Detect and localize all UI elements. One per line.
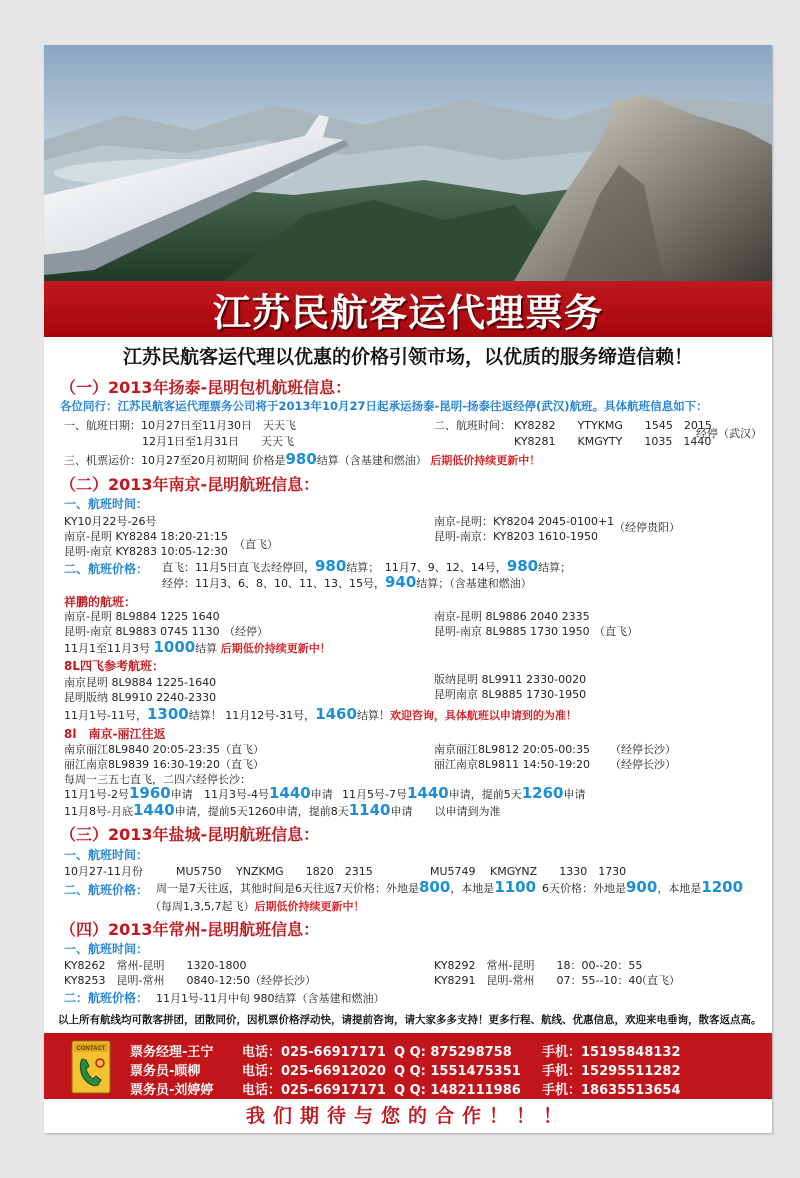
title-banner [44, 281, 772, 337]
s3-price-line-2 [150, 898, 364, 914]
s2-lj-p1-a: 11月1号-2号 [64, 788, 129, 801]
s2-lj-p2-a: 11月3号-4号 [204, 788, 269, 801]
s4-price-text: 11月1号-11月中旬 980结算（含基建和燃油） [156, 992, 385, 1005]
contact-mobile: 手机：15195848132 [542, 1045, 681, 1060]
s1-price-value: 980 [285, 450, 317, 468]
s2-time-heading: 一、航班时间： [64, 497, 149, 511]
s2-8l-price-b: 结算！ 11月12号-31号， [188, 709, 316, 722]
s2-lj-price-row-1b [204, 784, 333, 802]
footnote: 以上所有航线均可散客拼团，团散同价，因机票价格浮动快，请提前咨询，请大家多多支持！更多行程、航线、优惠信息，欢迎来电垂询，散客返点高。 [58, 1014, 762, 1026]
contact-bar [44, 1033, 772, 1099]
s2-8l-price-v2: 1460 [315, 705, 357, 723]
contact-row-1 [130, 1041, 681, 1060]
s3-p2-a: （每周1,3,5,7起飞） [150, 900, 255, 913]
contact-mobile: 手机：15295511282 [542, 1064, 681, 1079]
s2-xp-left-1: 南京-昆明 8L9884 1225 1640 [64, 610, 220, 623]
s3-p2-note: 后期低价持续更新中！ [254, 900, 365, 913]
s3-flight-right: MU5749 KMGYNZ 1330 1730 [430, 865, 627, 878]
s2-8l-right-2: 昆明南京 8L9885 1730-1950 [434, 688, 587, 701]
contact-card-label: CONTACT [76, 1046, 106, 1052]
s2-8l-heading: 8L四飞参考航班： [64, 659, 164, 673]
s2-lj-p3-v2: 1260 [521, 784, 564, 802]
flyer-page [44, 45, 772, 1133]
s4-left-stop: （经停长沙） [250, 974, 316, 987]
s2-lj-price-row-1 [64, 784, 193, 802]
s4-right-2: KY8291 昆明-常州 07：55--10：40 [434, 974, 643, 987]
s4-time-heading: 一、航班时间： [64, 942, 149, 956]
contact-role: 票务员-顾柳 [130, 1064, 201, 1079]
contact-row-2 [130, 1060, 681, 1079]
s1-flight-1: KY8282 YTYKMG 1545 2015 [514, 419, 712, 432]
s2-lj-p4-v: 1440 [132, 801, 175, 819]
section-1-title: （一）2013年扬泰-昆明包机航班信息： [60, 378, 352, 397]
s3-p-v3: 900 [626, 878, 658, 896]
s2-lj-p1-v: 1960 [128, 784, 171, 802]
s2-lijiang-heading: 8l 南京-丽江往返 [64, 727, 166, 741]
s2-lj-p3-a: 11月5号-7号 [342, 788, 407, 801]
s2-lj-p4-b: 申请，提前5天1260申请，提前8天 [174, 805, 349, 818]
s1-flight-2: KY8281 KMGYTY 1035 1440 [514, 435, 712, 448]
contact-tel: 电话：025-66917171 [242, 1083, 386, 1098]
s2-lj-left-2: 丽江南京8L9839 16:30-19:20（直飞） [64, 758, 264, 771]
s4-price-heading: 二：航班价格： [64, 991, 149, 1005]
contact-row-3 [130, 1079, 681, 1098]
s1-price-prefix: 三、机票运价：10月27至20月初期间 价格是 [64, 454, 286, 467]
contact-card-icon [70, 1039, 112, 1095]
s3-p-b: ，本地是 [450, 882, 495, 895]
s2-lj-p1-b: 申请 [170, 788, 193, 801]
s1-price-suffix: 结算（含基建和燃油） [316, 454, 427, 467]
s1-stopover: 经停（武汉） [696, 427, 762, 440]
s2-price-line-2 [162, 573, 532, 591]
s3-p-c: 6天价格：外地是 [542, 882, 626, 895]
s3-price-line [156, 878, 536, 896]
s2-8l-price [64, 705, 577, 723]
s2-price-l2-b: 结算；（含基建和燃油） [416, 577, 532, 590]
section-4-title: （四）2013年常州-昆明航班信息： [60, 920, 320, 939]
s3-p-a: 周一是7天往返，其他时间是6天往返7天价格：外地是 [156, 882, 419, 895]
s4-left-2: KY8253 昆明-常州 0840-12:50 [64, 974, 251, 987]
contact-qq: Q Q: 875298758 [394, 1045, 512, 1060]
section-1-intro: 各位同行：江苏民航客运代理票务公司将于2013年10月27日起承运扬泰-昆明-扬泰往返经停(武汉)航班。具体航班信息如下： [60, 399, 708, 413]
s3-price-heading: 二、航班价格： [64, 883, 149, 897]
contact-tel: 电话：025-66917171 [242, 1045, 386, 1060]
s3-price-line-b [542, 878, 743, 896]
s3-time-heading: 一、航班时间： [64, 848, 149, 862]
s3-p-v4: 1200 [701, 878, 744, 896]
s2-price-heading: 二、航班价格： [64, 562, 149, 576]
s4-right-direct: （直飞） [636, 974, 680, 987]
s2-lj-p4-v2: 1140 [348, 801, 391, 819]
s2-xp-right-1: 南京-昆明 8L9886 2040 2335 [434, 610, 590, 623]
s2-lj-p2-v: 1440 [268, 784, 311, 802]
s2-lj-p2-b: 申请 [310, 788, 333, 801]
s2-lj-schedule: 每周一三五七直飞，二四六经停长沙： [64, 773, 251, 786]
contact-qq: Q Q: 1551475351 [394, 1064, 521, 1079]
s2-lj-p4-a: 11月8号-月底 [64, 805, 133, 818]
s2-8l-price-note: 欢迎咨询，具体航班以申请到的为准！ [389, 709, 577, 722]
s2-xp-left-2: 昆明-南京 8L9883 0745 1130 [64, 625, 220, 638]
slogan: 江苏民航客运代理以优惠的价格引领市场，以优质的服务缔造信赖！ [122, 346, 693, 368]
s2-lj-p3-c: 申请 [563, 788, 586, 801]
s2-price-l1-v1: 980 [315, 557, 347, 575]
s3-p-v1: 800 [419, 878, 451, 896]
s1-date-line-1: 一、航班日期：10月27日至11月30日 天天飞 [64, 419, 296, 432]
s2-8l-right-1: 版纳昆明 8L9911 2330-0020 [434, 673, 587, 686]
s2-direct: （直飞） [234, 538, 278, 551]
banner-title: 江苏民航客运代理票务 [212, 290, 603, 335]
s2-xp-price-b: 结算 [195, 642, 218, 655]
s2-right-line-1: 南京-昆明：KY8204 2045-0100+1 [434, 515, 615, 528]
s2-lj-left-1: 南京丽江8L9840 20:05-23:35（直飞） [64, 743, 264, 756]
s1-price-line [64, 450, 540, 468]
s2-xiangpeng-heading: 祥鹏的航班： [64, 595, 137, 609]
s2-lj-right-2: 丽江南京8L9811 14:50-19:20 [434, 758, 590, 771]
s2-price-l1-a: 直飞：11月5日直飞去经停回， [162, 561, 315, 574]
s2-price-l2-v: 940 [384, 573, 417, 591]
s2-left-line-1: KY10月22号-26号 [64, 515, 157, 528]
section-2-title: （二）2013年南京-昆明航班信息： [60, 475, 320, 494]
contact-qq: Q Q: 1482111986 [394, 1083, 521, 1098]
s2-price-l1-c: 结算； [538, 561, 572, 574]
s2-xp-left-stop: （经停） [224, 625, 268, 638]
s2-8l-price-c: 结算！ [356, 709, 390, 722]
contact-tel: 电话：025-66912020 [242, 1064, 386, 1079]
s2-lj-right-stop-1: （经停长沙） [610, 743, 676, 756]
contact-mobile: 手机：18635513654 [542, 1083, 681, 1098]
s2-lj-right-1: 南京丽江8L9812 20:05-00:35 [434, 743, 590, 756]
s2-8l-left-2: 昆明版纳 8L9910 2240-2330 [64, 691, 217, 704]
s4-left-1: KY8262 常州-昆明 1320-1800 [64, 959, 247, 972]
s3-p-d: ，本地是 [657, 882, 702, 895]
s2-lj-price-row-1c [342, 784, 585, 802]
s2-xp-right-direct: （直飞） [594, 625, 638, 638]
s2-xp-price-v: 1000 [153, 638, 196, 656]
section-3-title: （三）2013年盐城-昆明航班信息： [60, 825, 320, 844]
s2-price-l2-a: 经停：11月3、6、8、10、11、13、15号， [162, 577, 385, 590]
s2-8l-left-1: 南京昆明 8L9884 1225-1640 [64, 676, 217, 689]
hero-image [44, 45, 772, 281]
s2-xp-price-note: 后期低价持续更新中！ [220, 642, 331, 655]
s2-lj-p3-v: 1440 [406, 784, 449, 802]
s2-xp-price-a: 11月1至11月3号 [64, 642, 154, 655]
s3-flight-left: 10月27-11月份 MU5750 YNZKMG 1820 2315 [64, 865, 373, 878]
s2-price-l1-b: 结算； 11月7、9、12、14号， [346, 561, 507, 574]
s2-right-line-2: 昆明-南京：KY8203 1610-1950 [434, 530, 598, 543]
s3-p-v2: 1100 [494, 878, 537, 896]
s2-8l-price-v1: 1300 [146, 705, 189, 723]
s4-right-1: KY8292 常州-昆明 18：00--20：55 [434, 959, 643, 972]
s2-lj-right-stop-2: （经停长沙） [610, 758, 676, 771]
contact-role: 票务员-刘婷婷 [130, 1083, 214, 1098]
s2-left-line-3: 昆明-南京 KY8283 10:05-12:30 [64, 545, 228, 558]
s2-lj-price-row-2 [64, 801, 500, 819]
s2-price-l1-v2: 980 [506, 557, 539, 575]
s1-date-line-2: 12月1日至1月31日 天天飞 [142, 435, 294, 448]
contact-role: 票务经理-王宁 [130, 1045, 214, 1060]
s2-lj-p4-c: 申请 以申请到为准 [390, 805, 501, 818]
s2-xp-right-2: 昆明-南京 8L9885 1730 1950 [434, 625, 590, 638]
closing-message: 我们期待与您的合作！！！ [245, 1105, 570, 1127]
s1-price-note: 后期低价持续更新中！ [430, 454, 541, 467]
s2-right-stop: （经停贵阳） [614, 521, 680, 534]
s2-xp-price [64, 638, 331, 656]
s1-time-label: 二、航班时间： [434, 419, 511, 432]
s2-8l-price-a: 11月1号-11号， [64, 709, 147, 722]
s2-left-line-2: 南京-昆明 KY8284 18:20-21:15 [64, 530, 228, 543]
s2-lj-p3-b: 申请，提前5天 [448, 788, 522, 801]
